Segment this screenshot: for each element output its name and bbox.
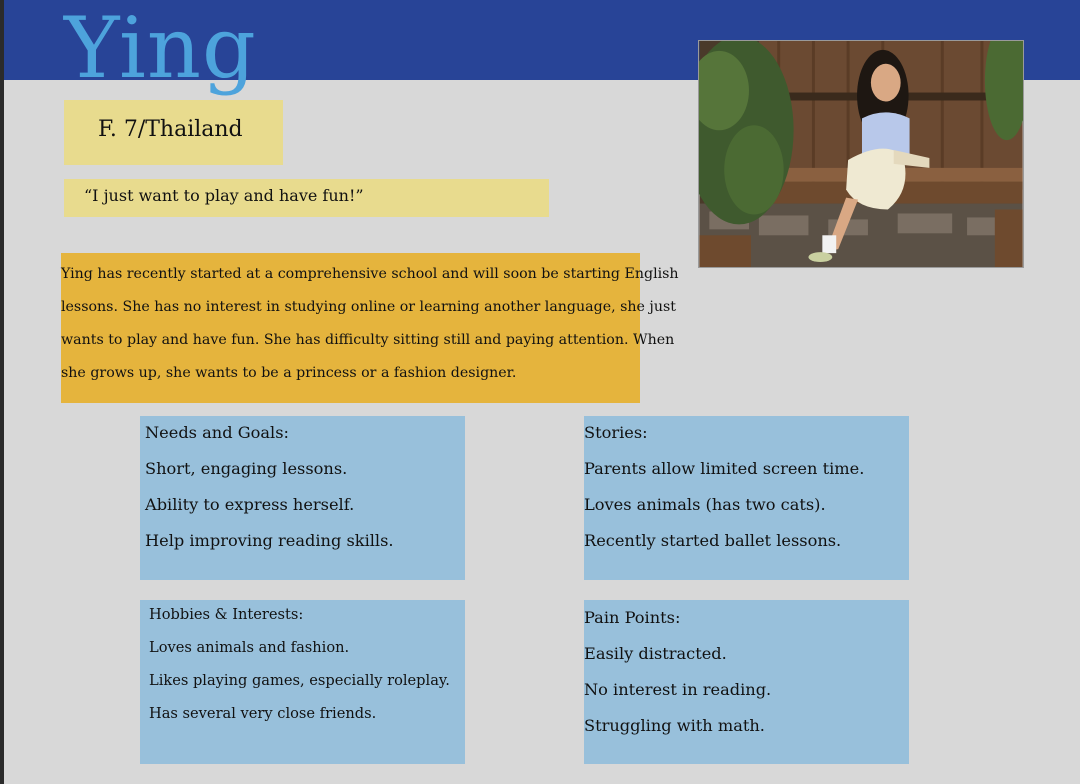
stories-card bbox=[584, 416, 909, 580]
needs-goals-card bbox=[140, 416, 465, 580]
needs-goals-item: Help improving reading skills. bbox=[145, 531, 394, 550]
age-country-text: F. 7/Thailand bbox=[98, 117, 243, 142]
needs-goals-item: Short, engaging lessons. bbox=[145, 459, 348, 478]
quote-text: “I just want to play and have fun!” bbox=[84, 186, 364, 205]
persona-name: Ying bbox=[64, 0, 257, 97]
persona-photo bbox=[698, 40, 1024, 268]
pain-points-item: Easily distracted. bbox=[584, 644, 727, 663]
bio-text: Ying has recently started at a comprehensive school and will soon be starting English lessons. She has no interest in studying online or learning another language, she just wants to play and have fun. She has difficulty sitting still and paying attention. When she grows up, she wants to be a princess or a fashion designer. bbox=[61, 266, 679, 381]
stories-item: Loves animals (has two cats). bbox=[584, 495, 826, 514]
hobbies-interests-card bbox=[140, 600, 465, 764]
pain-points-card bbox=[584, 600, 909, 764]
age-country-box bbox=[64, 100, 283, 165]
pain-points-title: Pain Points: bbox=[584, 608, 681, 627]
needs-goals-title: Needs and Goals: bbox=[145, 423, 289, 442]
pain-points-item: No interest in reading. bbox=[584, 680, 772, 699]
stories-item: Recently started ballet lessons. bbox=[584, 531, 842, 550]
hobbies-item: Has several very close friends. bbox=[149, 705, 377, 722]
hobbies-item: Loves animals and fashion. bbox=[149, 639, 350, 656]
hobbies-item: Likes playing games, especially roleplay. bbox=[149, 672, 450, 689]
quote-box bbox=[64, 179, 549, 217]
stories-title: Stories: bbox=[584, 423, 648, 442]
hobbies-title: Hobbies & Interests: bbox=[149, 606, 304, 623]
stories-item: Parents allow limited screen time. bbox=[584, 459, 865, 478]
pain-points-item: Struggling with math. bbox=[584, 716, 765, 735]
needs-goals-item: Ability to express herself. bbox=[145, 495, 355, 514]
